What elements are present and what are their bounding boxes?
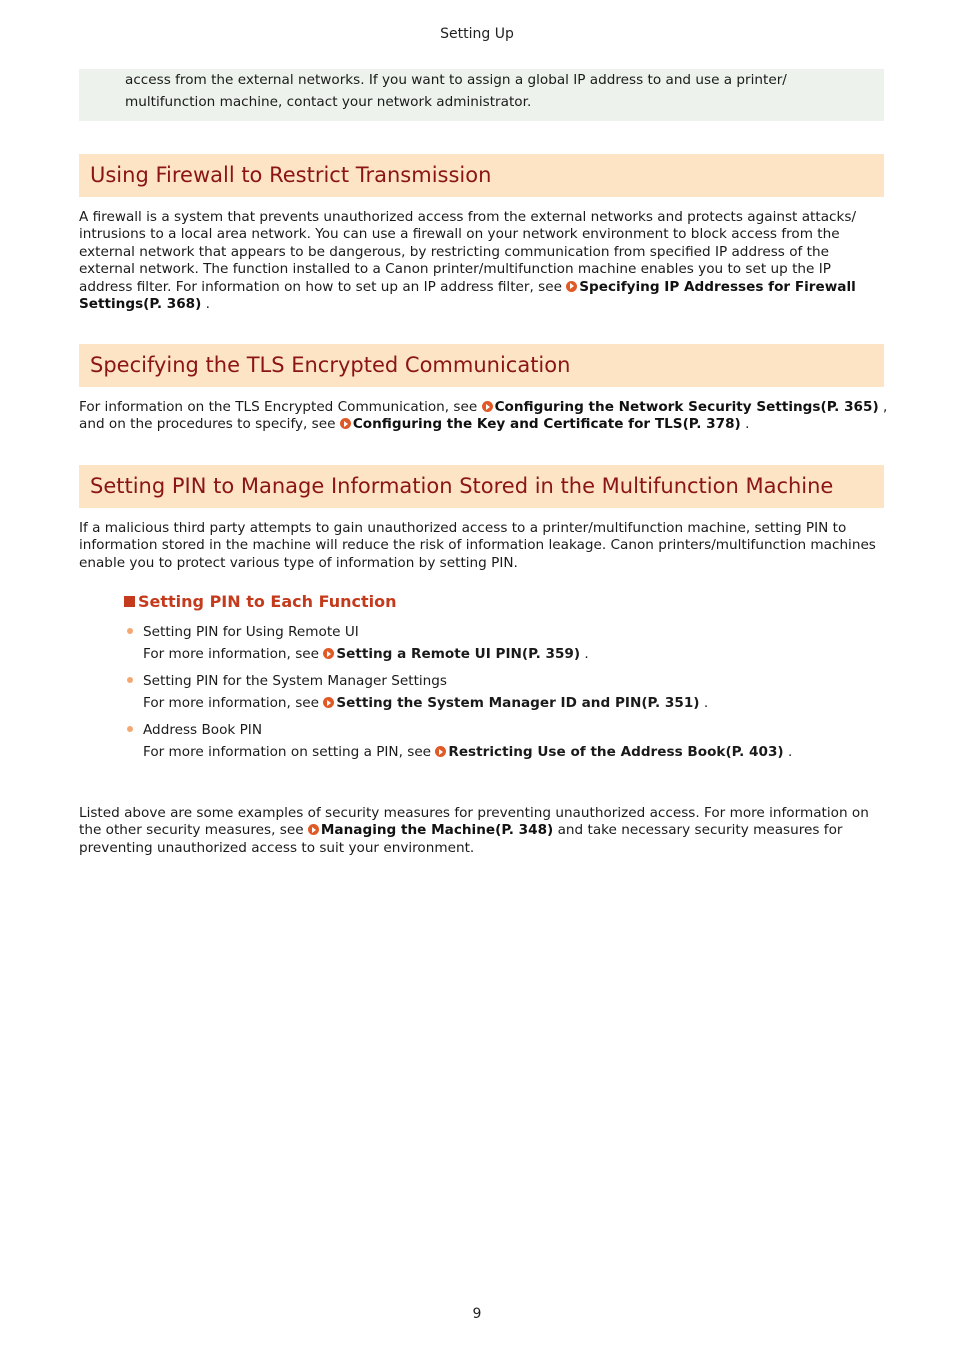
link-arrow-icon bbox=[566, 281, 577, 292]
tls-line-1-post: , bbox=[878, 399, 888, 415]
list-item-label: Setting PIN for Using Remote UI bbox=[143, 624, 359, 640]
list-item-detail-text: For more information on setting a PIN, see bbox=[143, 744, 436, 760]
closing-line-3: preventing unauthorized access to suit your environment. bbox=[79, 839, 475, 856]
firewall-line-5 bbox=[79, 279, 889, 296]
note-line-1: access from the external networks. If you want to assign a global IP address to and use a printer/ bbox=[125, 72, 787, 88]
list-item-label: Setting PIN for the System Manager Settings bbox=[143, 673, 448, 689]
section-title-tls: Specifying the TLS Encrypted Communication bbox=[79, 344, 884, 387]
closing-line-2 bbox=[79, 822, 889, 839]
list-item-detail-post: . bbox=[783, 744, 793, 760]
closing-line-2-post: and take necessary security measures for bbox=[553, 822, 843, 839]
link-arrow-icon bbox=[340, 418, 351, 429]
list-item-detail bbox=[143, 643, 589, 665]
firewall-line-1: A firewall is a system that prevents unauthorized access from the external networks and protects against attacks/ bbox=[79, 209, 857, 225]
link-arrow-icon bbox=[435, 746, 446, 757]
pin-line-2: information stored in the machine will reduce the risk of information leakage. Canon printers/multifunction machines bbox=[79, 537, 876, 554]
firewall-paragraph bbox=[79, 209, 889, 313]
pin-line-3: enable you to protect various type of information by setting PIN. bbox=[79, 554, 518, 571]
firewall-line-5-text: address filter. For information on how to set up an IP address filter, see bbox=[79, 278, 567, 295]
link-arrow-icon bbox=[323, 648, 334, 659]
tls-line-1 bbox=[79, 399, 889, 416]
firewall-line-6-text: . bbox=[201, 296, 210, 313]
firewall-line-4: external network. The function installed to a Canon printer/multifunction machine enables you to set up the IP bbox=[79, 261, 831, 278]
closing-line-1: Listed above are some examples of security measures for preventing unauthorized access. For more information on bbox=[79, 805, 869, 821]
closing-paragraph bbox=[79, 805, 889, 857]
firewall-line-2: intrusions to a local area network. You can use a firewall on your network environment to block access from the bbox=[79, 226, 840, 243]
section-title-pin: Setting PIN to Manage Information Stored in the Multifunction Machine bbox=[79, 465, 884, 508]
tls-line-2-text: and on the procedures to specify, see bbox=[79, 416, 340, 433]
list-item-label: Address Book PIN bbox=[143, 722, 262, 738]
section-title-firewall: Using Firewall to Restrict Transmission bbox=[79, 154, 884, 197]
firewall-line-6 bbox=[79, 296, 889, 313]
subheading-pin-each-function bbox=[124, 592, 397, 611]
square-bullet-icon bbox=[124, 596, 135, 607]
tls-line-2-post: . bbox=[740, 416, 750, 433]
subheading-text: Setting PIN to Each Function bbox=[138, 592, 397, 611]
list-item-detail-post: . bbox=[580, 646, 589, 662]
note-box bbox=[79, 69, 884, 121]
list-item-detail-text: For more information, see bbox=[143, 646, 324, 662]
link-firewall-settings-part-1[interactable]: Specifying IP Addresses for Firewall bbox=[579, 278, 856, 295]
link-firewall-settings-part-2[interactable]: Settings(P. 368) bbox=[79, 296, 202, 313]
firewall-line-3: external network that appears to be dangerous, by restricting communication from specified IP address of the bbox=[79, 243, 829, 260]
closing-line-2-text: the other security measures, see bbox=[79, 822, 308, 839]
tls-line-1-text: For information on the TLS Encrypted Communication, see bbox=[79, 399, 482, 415]
note-line-2: multifunction machine, contact your network administrator. bbox=[125, 94, 532, 110]
link-arrow-icon bbox=[323, 697, 334, 708]
running-header: Setting Up bbox=[440, 26, 514, 42]
tls-paragraph bbox=[79, 399, 889, 434]
link-key-and-certificate[interactable]: Configuring the Key and Certificate for TLS(P. 378) bbox=[352, 416, 741, 433]
bullet-dot-icon bbox=[127, 726, 133, 732]
tls-line-2 bbox=[79, 416, 889, 433]
list-item-detail bbox=[143, 692, 708, 714]
link-network-security-settings[interactable]: Configuring the Network Security Settings(P. 365) bbox=[494, 399, 879, 415]
link-arrow-icon bbox=[482, 401, 493, 412]
pin-line-1: If a malicious third party attempts to gain unauthorized access to a printer/multifunction machine, setting PIN to bbox=[79, 520, 847, 536]
link-managing-machine[interactable]: Managing the Machine(P. 348) bbox=[320, 822, 554, 839]
list-item-detail-post: . bbox=[699, 695, 709, 711]
link-arrow-icon bbox=[308, 824, 319, 835]
page-number: 9 bbox=[472, 1306, 482, 1322]
list-item-detail-text: For more information, see bbox=[143, 695, 324, 711]
list-item-detail bbox=[143, 741, 792, 763]
link-address-book[interactable]: Restricting Use of the Address Book(P. 403) bbox=[448, 744, 784, 760]
bullet-dot-icon bbox=[127, 677, 133, 683]
link-system-manager-id-pin[interactable]: Setting the System Manager ID and PIN(P. 351) bbox=[336, 695, 700, 711]
bullet-dot-icon bbox=[127, 628, 133, 634]
link-remote-ui-pin[interactable]: Setting a Remote UI PIN(P. 359) bbox=[336, 646, 581, 662]
pin-paragraph bbox=[79, 520, 889, 572]
